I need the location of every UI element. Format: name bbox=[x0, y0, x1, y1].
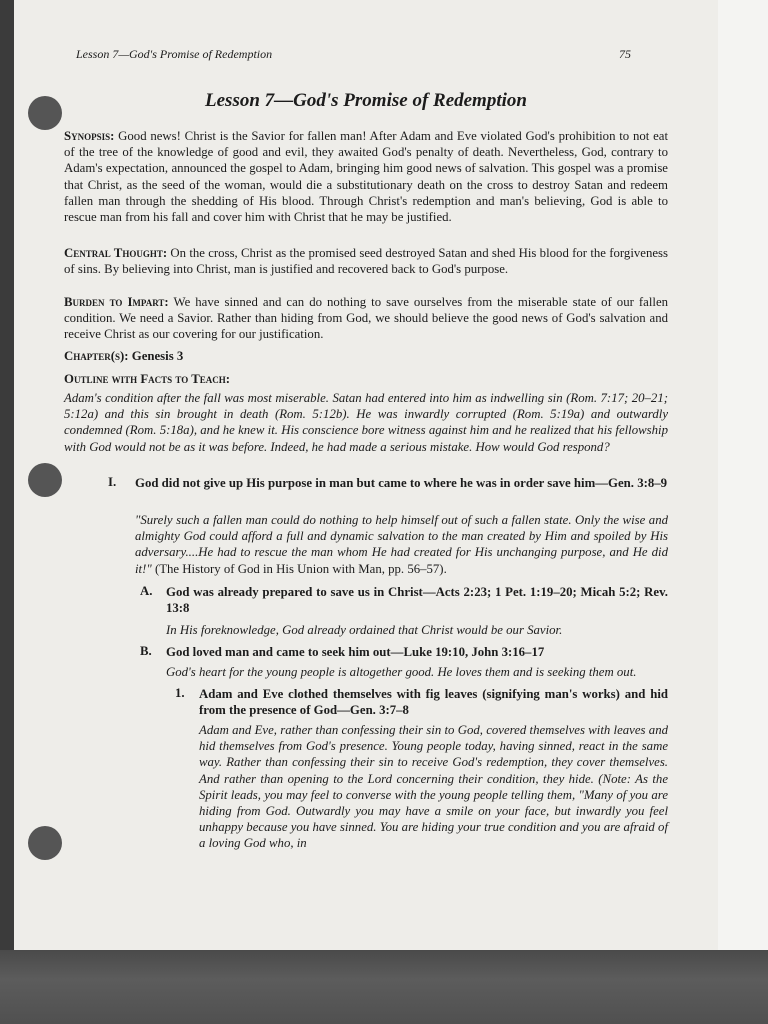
point-I-quote: "Surely such a fallen man could do nothing to help himself out of such a fallen state. Only the wise and almighty God could afford a full and dynamic salvation to the man created by Him and spoiled by His adversary....He had to rescue the man whom He had created for His unchanging purpose, and He did it!" bbox=[135, 513, 668, 576]
page-number: 75 bbox=[619, 47, 631, 61]
central-thought-text: On the cross, Christ as the promised seed destroyed Satan and shed His blood for the forgiveness of sins. By believing into Christ, man is justified and recovered back to God's purpose. bbox=[64, 246, 668, 277]
outline-label: Outline with Facts to Teach: bbox=[64, 372, 230, 386]
point-1-number: 1. bbox=[175, 686, 185, 700]
point-I-quote-paragraph bbox=[135, 512, 668, 577]
point-B-heading: God loved man and came to seek him out—Luke 19:10, John 3:16–17 bbox=[166, 645, 545, 659]
central-thought-paragraph bbox=[64, 245, 668, 277]
chapters-line bbox=[64, 348, 668, 364]
point-I-number: I. bbox=[108, 475, 117, 489]
running-header: Lesson 7—God's Promise of Redemption bbox=[76, 47, 273, 61]
point-A-note: In His foreknowledge, God already ordained that Christ would be our Savior. bbox=[166, 623, 563, 637]
synopsis-label: Synopsis: bbox=[64, 129, 115, 143]
burden-label: Burden to Impart: bbox=[64, 295, 169, 309]
punch-hole-middle bbox=[28, 463, 62, 497]
point-I-source: (The History of God in His Union with Man, pp. 56–57). bbox=[154, 561, 447, 576]
point-B-note: God's heart for the young people is altogether good. He loves them and is seeking them out. bbox=[166, 665, 637, 679]
synopsis-paragraph bbox=[64, 128, 668, 225]
document-page bbox=[14, 0, 718, 950]
point-A-heading: God was already prepared to save us in Christ—Acts 2:23; 1 Pet. 1:19–20; Micah 5:2; Rev. 13:8 bbox=[166, 585, 668, 616]
lesson-title: Lesson 7—God's Promise of Redemption bbox=[205, 90, 527, 111]
point-B-number: B. bbox=[140, 644, 152, 658]
scan-margin bbox=[718, 0, 768, 1024]
synopsis-text: Good news! Christ is the Savior for fallen man! After Adam and Eve violated God's prohibition to not eat of the tree of the knowledge of good and evil, they awaited God's penalty of death. Nevertheless, God, contrary to Adam's expectation, announced the gospel to Adam, bringing him good news of salvation. This gospel was a promise that Christ, as the seed of the woman, would die a substitutionary death on the cross to destroy Satan and redeem fallen man through the shedding of His blood. Through Christ's redemption and man's believing, God is able to rescue man from his fall and cover him with Christ that he may be justified. bbox=[64, 129, 668, 225]
point-1-heading: Adam and Eve clothed themselves with fig leaves (signifying man's works) and hid from the presence of God—Gen. 3:7–8 bbox=[199, 687, 668, 718]
burden-paragraph bbox=[64, 294, 668, 343]
chapters-label: Chapter(s): bbox=[64, 349, 129, 363]
point-A-number: A. bbox=[140, 584, 153, 598]
point-I-heading: God did not give up His purpose in man but came to where he was in order save him—Gen. 3:8–9 bbox=[135, 476, 668, 490]
central-thought-label: Central Thought: bbox=[64, 246, 168, 260]
scan-shadow-band bbox=[0, 950, 768, 1024]
point-1-note: Adam and Eve, rather than confessing their sin to God, covered themselves with leaves and hid themselves from God's presence. Young people today, having sinned, react in the same way. Rather than confessing their sin to receive God's redemption, they cover themselves. And rather than opening to the Lord concerning their condition, they hide. (Note: As the Spirit leads, you may feel to converse with the young people telling them, "Many of you are hiding from God. Outwardly you may have a smile on your face, but inwardly you feel unhappy because you have sinned. You are hiding your true condition and you are afraid of a loving God who, in bbox=[199, 723, 668, 851]
intro-paragraph: Adam's condition after the fall was most miserable. Satan had entered into him as indwelling sin (Rom. 7:17; 20–21; 5:12a) and this sin brought in death (Rom. 5:12b). He was inwardly corrupted (Rom. 5:19a) and outwardly condemned (Rom. 5:18a), and he knew it. His conscience bore witness against him and he realized that his fellowship with God would not be as it was before. Indeed, he had made a serious mistake. How would God respond? bbox=[64, 391, 668, 454]
chapters-text: Genesis 3 bbox=[131, 349, 184, 363]
burden-text: We have sinned and can do nothing to save ourselves from the miserable state of our fallen condition. We need a Savior. Rather than hiding from God, we should believe the good news of God's salvation and receive Christ as our covering for our justification. bbox=[64, 295, 669, 342]
punch-hole-bottom bbox=[28, 826, 62, 860]
